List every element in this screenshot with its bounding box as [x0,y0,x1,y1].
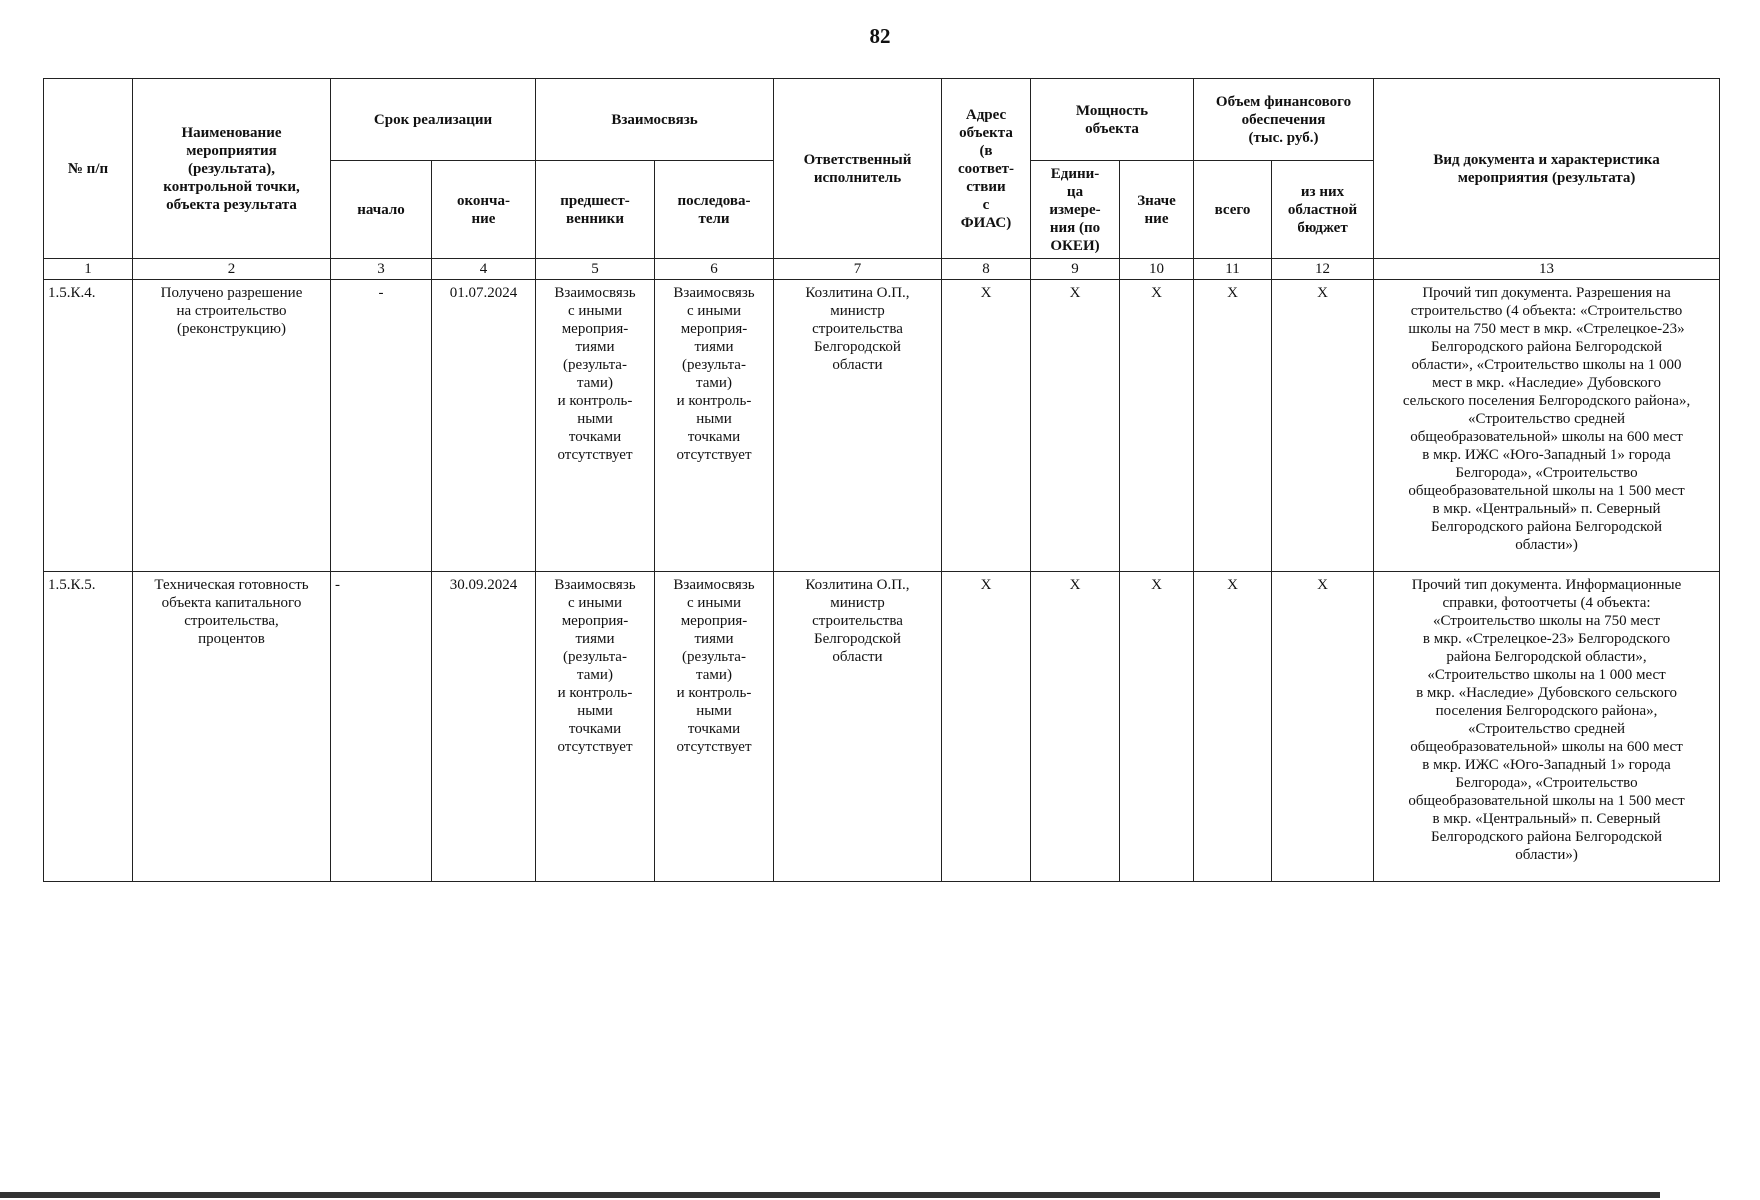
row-prev: Взаимосвязь с иными мероприя- тиями (результа- тами) и контроль- ными точками отсутствует [536,572,655,882]
row-next: Взаимосвязь с иными мероприя- тиями (результа- тами) и контроль- ными точками отсутствует [655,572,774,882]
header-capacity-value: Значе ние [1120,161,1194,259]
row-regional: X [1272,280,1374,572]
row-end: 01.07.2024 [432,280,536,572]
header-relation-next: последова- тели [655,161,774,259]
header-num: № п/п [44,79,133,259]
row-unit: X [1031,280,1120,572]
row-regional: X [1272,572,1374,882]
row-num: 1.5.К.4. [44,280,133,572]
column-number: 7 [774,259,942,280]
header-finance: Объем финансового обеспечения (тыс. руб.) [1194,79,1374,161]
row-name: Техническая готовность объекта капитального строительства, процентов [133,572,331,882]
row-total: X [1194,572,1272,882]
row-name: Получено разрешение на строительство (реконструкцию) [133,280,331,572]
row-start: - [331,572,432,882]
header-capacity-unit: Едини- ца измере- ния (по ОКЕИ) [1031,161,1120,259]
row-start: - [331,280,432,572]
row-responsible: Козлитина О.П., министр строительства Белгородской области [774,280,942,572]
header-capacity: Мощность объекта [1031,79,1194,161]
row-doc: Прочий тип документа. Информационные справки, фотоотчеты (4 объекта: «Строительство школы на 750 мест в мкр. «Стрелецкое-23» Белгородского района Белгородской области», «Строительство школы на 1 000 мест в мкр. «Наследие» Дубовского сельского поселения Белгородского района», «Строительство средней общеобразовательной» школы на 600 мест в мкр. ИЖС «Юго-Западный 1» города Белгорода», «Строительство общеобразовательной школы на 1 500 мест в мкр. «Центральный» п. Северный Белгородского района Белгородской области») [1374,572,1720,882]
column-number: 2 [133,259,331,280]
table-row [44,572,1720,882]
row-unit: X [1031,572,1120,882]
row-doc: Прочий тип документа. Разрешения на строительство (4 объекта: «Строительство школы на 750 мест в мкр. «Стрелецкое-23» Белгородского района Белгородской области», «Строительство школы на 1 000 мест в мкр. «Наследие» Дубовского сельского поселения Белгородского района», «Строительство средней общеобразовательной» школы на 600 мест в мкр. ИЖС «Юго-Западный 1» города Белгорода», «Строительство общеобразовательной школы на 1 500 мест в мкр. «Центральный» п. Северный Белгородского района Белгородской области») [1374,280,1720,572]
column-number-row [44,259,1720,280]
column-number: 1 [44,259,133,280]
header-responsible: Ответственный исполнитель [774,79,942,259]
page-number: 82 [869,24,891,48]
row-prev: Взаимосвязь с иными мероприя- тиями (результа- тами) и контроль- ными точками отсутствует [536,280,655,572]
column-number: 11 [1194,259,1272,280]
row-address: X [942,572,1031,882]
column-number: 4 [432,259,536,280]
column-number: 8 [942,259,1031,280]
column-number: 13 [1374,259,1720,280]
column-number: 9 [1031,259,1120,280]
header-doc-type: Вид документа и характеристика мероприятия (результата) [1374,79,1720,259]
column-number: 3 [331,259,432,280]
header-period-start: начало [331,161,432,259]
column-number: 12 [1272,259,1374,280]
row-responsible: Козлитина О.П., министр строительства Белгородской области [774,572,942,882]
row-value: X [1120,572,1194,882]
row-num: 1.5.К.5. [44,572,133,882]
header-period: Срок реализации [331,79,536,161]
column-number: 6 [655,259,774,280]
header-address: Адрес объекта (в соответ- ствии с ФИАС) [942,79,1031,259]
header-period-end: оконча- ние [432,161,536,259]
header-finance-total: всего [1194,161,1272,259]
row-end: 30.09.2024 [432,572,536,882]
table-row [44,280,1720,572]
row-address: X [942,280,1031,572]
header-finance-regional: из них областной бюджет [1272,161,1374,259]
table-header [44,79,1720,280]
column-number: 5 [536,259,655,280]
row-total: X [1194,280,1272,572]
header-relation-prev: предшест- венники [536,161,655,259]
row-value: X [1120,280,1194,572]
row-next: Взаимосвязь с иными мероприя- тиями (результа- тами) и контроль- ными точками отсутствует [655,280,774,572]
header-name: Наименование мероприятия (результата), контрольной точки, объекта результата [133,79,331,259]
plan-table [43,78,1720,882]
column-number: 10 [1120,259,1194,280]
scan-edge-divider [0,1192,1660,1198]
header-relation: Взаимосвязь [536,79,774,161]
